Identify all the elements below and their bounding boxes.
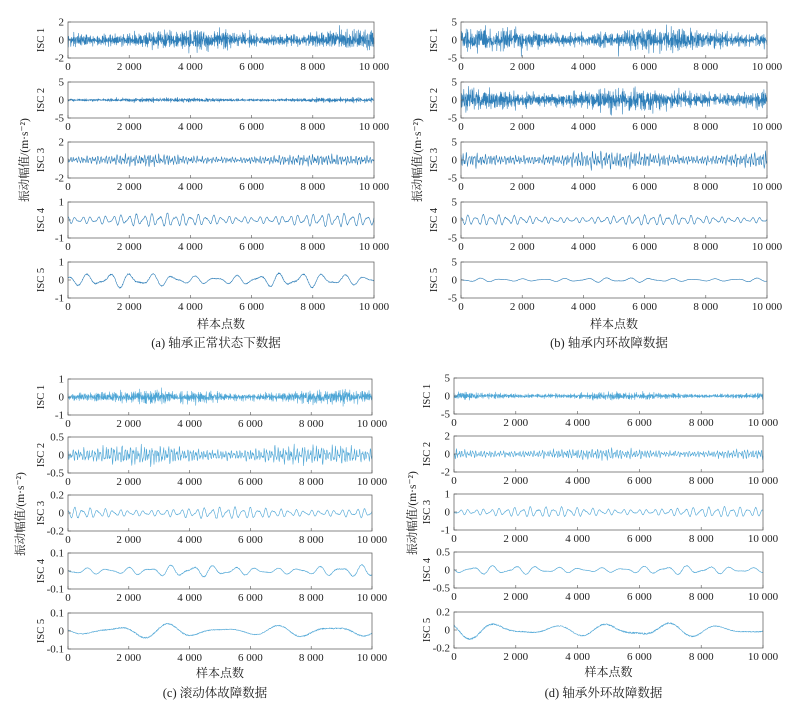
x-tick-label: 0 [458, 241, 464, 253]
panel-d [405, 373, 779, 701]
x-tick-label: 6 000 [238, 652, 263, 664]
x-tick-label: 6 000 [627, 533, 652, 545]
subplot-2 [422, 431, 779, 488]
x-tick-label: 2 000 [509, 121, 535, 133]
y-tick-label: 0 [451, 94, 457, 107]
series-line [454, 391, 763, 400]
x-tick-label: 10 000 [356, 592, 388, 604]
y-tick-label: -1 [54, 232, 64, 245]
series-line [461, 25, 767, 56]
axes-frame [454, 494, 763, 530]
x-tick-label: 10 000 [751, 181, 783, 193]
x-tick-label: 8 000 [298, 592, 324, 604]
y-tick-label: 0 [444, 564, 450, 577]
x-tick-label: 4 000 [571, 241, 596, 253]
y-tick-label: 1 [58, 256, 64, 269]
x-tick-label: 4 000 [565, 417, 590, 429]
x-tick-label: 2 000 [503, 417, 529, 429]
x-tick-label: 6 000 [627, 417, 652, 429]
x-tick-label: 4 000 [565, 651, 590, 663]
x-tick-label: 0 [458, 181, 464, 193]
x-tick-label: 0 [451, 591, 457, 603]
x-tick-label: 8 000 [693, 121, 719, 133]
y-axis-label: 振动幅值/(m·s⁻²) [15, 472, 27, 556]
x-tick-label: 2 000 [509, 181, 535, 193]
x-tick-label: 10 000 [356, 534, 388, 546]
y-tick-label: -5 [54, 112, 64, 125]
y-tick-label: 2 [58, 136, 64, 149]
x-tick-label: 8 000 [300, 301, 326, 313]
x-tick-label: 0 [65, 534, 71, 546]
series-label: ISC 5 [36, 618, 47, 644]
x-tick-label: 4 000 [177, 476, 202, 488]
x-tick-label: 8 000 [693, 241, 719, 253]
series-label: ISC 4 [422, 557, 433, 583]
x-tick-label: 4 000 [177, 652, 202, 664]
y-tick-label: 0 [58, 154, 64, 167]
x-tick-label: 10 000 [751, 61, 783, 73]
subplot-3 [422, 489, 779, 546]
x-tick-label: 2 000 [116, 418, 142, 430]
y-tick-label: -5 [447, 292, 457, 305]
y-axis-label: 振动幅值/(m·s⁻²) [407, 471, 419, 555]
series-label: ISC 1 [429, 27, 440, 53]
y-tick-label: 0 [58, 449, 64, 462]
x-tick-label: 6 000 [238, 418, 263, 430]
series-label: ISC 2 [429, 87, 440, 113]
x-tick-label: 8 000 [688, 651, 714, 663]
axes-frame [454, 552, 763, 588]
y-tick-label: 0 [58, 565, 64, 578]
y-tick-label: 5 [451, 256, 457, 269]
y-tick-label: 5 [451, 196, 457, 209]
x-tick-label: 0 [65, 61, 71, 73]
x-tick-label: 10 000 [747, 591, 779, 603]
x-tick-label: 8 000 [298, 534, 324, 546]
y-tick-label: -5 [447, 172, 457, 185]
y-tick-label: -1 [54, 409, 64, 422]
x-tick-label: 2 000 [116, 476, 142, 488]
x-tick-label: 10 000 [358, 241, 390, 253]
axes-frame [454, 612, 763, 648]
x-tick-label: 4 000 [571, 121, 596, 133]
x-tick-label: 6 000 [627, 591, 652, 603]
y-tick-label: -5 [440, 408, 450, 421]
x-tick-label: 0 [458, 61, 464, 73]
x-tick-label: 10 000 [747, 651, 779, 663]
panel-c [13, 374, 388, 701]
x-tick-label: 10 000 [747, 417, 779, 429]
series-label: ISC 1 [36, 27, 47, 53]
series-line [68, 388, 372, 406]
y-tick-label: 0 [58, 34, 64, 47]
y-tick-label: 0.2 [436, 606, 450, 619]
series-line [461, 151, 767, 171]
subplot-1 [36, 17, 390, 74]
x-tick-label: 8 000 [693, 61, 719, 73]
x-tick-label: 2 000 [116, 534, 142, 546]
x-tick-label: 8 000 [693, 181, 719, 193]
y-tick-label: -5 [447, 52, 457, 65]
series-label: ISC 2 [36, 442, 47, 468]
series-label: ISC 5 [422, 617, 433, 643]
x-tick-label: 6 000 [632, 61, 657, 73]
series-label: ISC 4 [36, 558, 47, 584]
x-tick-label: 4 000 [565, 533, 590, 545]
subplot-3 [36, 137, 390, 194]
y-tick-label: -5 [447, 232, 457, 245]
x-tick-label: 8 000 [688, 591, 714, 603]
x-tick-label: 4 000 [177, 418, 202, 430]
x-tick-label: 10 000 [358, 301, 390, 313]
x-tick-label: 10 000 [358, 181, 390, 193]
x-tick-label: 2 000 [509, 241, 535, 253]
x-tick-label: 8 000 [300, 61, 326, 73]
series-label: ISC 1 [422, 383, 433, 409]
x-tick-label: 4 000 [571, 301, 596, 313]
x-axis-label: 样本点数 [584, 665, 633, 679]
x-tick-label: 8 000 [300, 241, 326, 253]
x-tick-label: 10 000 [751, 241, 783, 253]
axes-frame [68, 613, 372, 649]
x-tick-label: 6 000 [238, 534, 263, 546]
x-tick-label: 0 [65, 301, 71, 313]
x-tick-label: 2 000 [116, 181, 142, 193]
x-tick-label: 2 000 [116, 121, 142, 133]
x-tick-label: 8 000 [300, 181, 326, 193]
y-tick-label: -0.5 [46, 467, 64, 480]
series-line [68, 565, 372, 577]
series-line [68, 25, 374, 53]
series-label: ISC 4 [36, 207, 47, 233]
x-tick-label: 10 000 [751, 301, 783, 313]
y-tick-label: 0 [451, 274, 457, 287]
x-tick-label: 6 000 [627, 651, 652, 663]
y-tick-label: 0 [58, 507, 64, 520]
y-tick-label: 1 [444, 488, 450, 501]
y-tick-label: 0.5 [50, 431, 64, 444]
x-tick-label: 2 000 [503, 475, 529, 487]
x-tick-label: 10 000 [747, 475, 779, 487]
y-tick-label: 5 [444, 372, 450, 385]
series-line [454, 506, 763, 516]
x-tick-label: 0 [65, 476, 71, 488]
series-label: ISC 2 [36, 87, 47, 113]
x-tick-label: 0 [451, 475, 457, 487]
x-tick-label: 0 [458, 121, 464, 133]
x-tick-label: 2 000 [116, 241, 142, 253]
y-tick-label: 0 [451, 34, 457, 47]
y-tick-label: -2 [54, 172, 64, 185]
series-line [68, 273, 374, 289]
x-tick-label: 4 000 [571, 181, 596, 193]
y-tick-label: 0 [444, 624, 450, 637]
y-tick-label: 0 [58, 274, 64, 287]
y-tick-label: -2 [440, 466, 450, 479]
series-line [68, 444, 372, 467]
series-label: ISC 1 [36, 384, 47, 410]
y-axis-label: 振动幅值/(m·s⁻²) [19, 118, 31, 202]
series-line [461, 278, 767, 283]
x-tick-label: 6 000 [632, 301, 657, 313]
x-tick-label: 6 000 [632, 121, 657, 133]
y-tick-label: 0 [58, 214, 64, 227]
x-tick-label: 2 000 [509, 61, 535, 73]
x-tick-label: 0 [65, 592, 71, 604]
x-tick-label: 6 000 [239, 61, 264, 73]
series-label: ISC 5 [36, 267, 47, 293]
series-line [68, 97, 374, 103]
y-tick-label: 0 [451, 154, 457, 167]
x-tick-label: 2 000 [509, 301, 535, 313]
x-tick-label: 10 000 [747, 533, 779, 545]
subplot-2 [36, 432, 388, 489]
x-tick-label: 4 000 [565, 591, 590, 603]
x-tick-label: 4 000 [565, 475, 590, 487]
x-axis-label: 样本点数 [589, 317, 639, 331]
x-tick-label: 4 000 [177, 592, 202, 604]
y-tick-label: -0.1 [46, 643, 64, 656]
axes-frame [461, 202, 767, 238]
panel-a [17, 17, 390, 351]
x-tick-label: 2 000 [503, 533, 529, 545]
series-line [68, 623, 372, 638]
series-line [68, 507, 372, 519]
subplot-1 [422, 373, 779, 430]
x-tick-label: 8 000 [688, 475, 714, 487]
x-tick-label: 0 [451, 533, 457, 545]
series-line [68, 213, 374, 227]
x-tick-label: 6 000 [632, 241, 657, 253]
x-tick-label: 2 000 [116, 301, 142, 313]
y-tick-label: 0.2 [50, 489, 64, 502]
x-tick-label: 8 000 [298, 418, 324, 430]
x-tick-label: 10 000 [358, 121, 390, 133]
x-tick-label: 6 000 [238, 592, 263, 604]
x-tick-label: 6 000 [632, 181, 657, 193]
subplot-1 [36, 374, 388, 431]
panel-caption: (d) 轴承外环故障数据 [544, 686, 663, 700]
y-axis-label: 振动幅值/(m·s⁻²) [412, 118, 424, 202]
series-line [454, 448, 763, 461]
x-tick-label: 4 000 [178, 301, 203, 313]
series-line [454, 623, 763, 640]
x-tick-label: 8 000 [298, 652, 324, 664]
x-tick-label: 0 [65, 418, 71, 430]
series-line [461, 86, 767, 115]
x-tick-label: 6 000 [239, 181, 264, 193]
y-tick-label: 0 [444, 390, 450, 403]
x-tick-label: 2 000 [116, 652, 142, 664]
subplot-4 [36, 197, 390, 254]
x-tick-label: 8 000 [688, 417, 714, 429]
subplot-3 [429, 137, 783, 194]
x-tick-label: 4 000 [571, 61, 596, 73]
y-tick-label: 5 [451, 16, 457, 29]
panel-caption: (c) 滚动体故障数据 [162, 686, 268, 700]
series-line [461, 214, 767, 225]
x-tick-label: 6 000 [627, 475, 652, 487]
y-tick-label: -1 [54, 292, 64, 305]
series-label: ISC 3 [429, 147, 440, 173]
subplot-5 [429, 257, 783, 314]
y-tick-label: 5 [451, 136, 457, 149]
x-tick-label: 6 000 [239, 301, 264, 313]
subplot-5 [36, 257, 390, 314]
subplot-5 [36, 608, 388, 665]
y-tick-label: 2 [58, 16, 64, 29]
x-tick-label: 2 000 [116, 592, 142, 604]
axes-frame [68, 202, 374, 238]
x-tick-label: 0 [65, 652, 71, 664]
x-tick-label: 2 000 [116, 61, 142, 73]
y-tick-label: 0 [58, 391, 64, 404]
y-tick-label: 0 [451, 214, 457, 227]
x-tick-label: 0 [65, 181, 71, 193]
y-tick-label: 1 [58, 373, 64, 386]
y-tick-label: -0.1 [46, 583, 64, 596]
subplot-4 [429, 197, 783, 254]
y-tick-label: 2 [444, 430, 450, 443]
y-tick-label: 5 [58, 76, 64, 89]
x-tick-label: 0 [65, 241, 71, 253]
x-tick-label: 6 000 [238, 476, 263, 488]
x-tick-label: 10 000 [751, 121, 783, 133]
subplot-1 [429, 17, 783, 74]
y-tick-label: 0 [444, 506, 450, 519]
y-tick-label: 0.1 [50, 547, 64, 560]
x-tick-label: 2 000 [503, 651, 529, 663]
y-tick-label: 0.5 [436, 546, 450, 559]
subplot-3 [36, 490, 388, 547]
series-line [454, 565, 763, 574]
x-tick-label: 0 [458, 301, 464, 313]
x-tick-label: 10 000 [356, 652, 388, 664]
y-tick-label: -0.2 [432, 642, 450, 655]
y-tick-label: -0.2 [46, 525, 64, 538]
subplot-4 [422, 547, 779, 604]
y-tick-label: 1 [58, 196, 64, 209]
x-tick-label: 10 000 [358, 61, 390, 73]
x-tick-label: 0 [451, 651, 457, 663]
y-tick-label: 0.1 [50, 607, 64, 620]
x-tick-label: 0 [65, 121, 71, 133]
x-tick-label: 10 000 [356, 476, 388, 488]
series-label: ISC 2 [422, 441, 433, 467]
x-tick-label: 4 000 [178, 181, 203, 193]
x-tick-label: 4 000 [177, 534, 202, 546]
panel-b [410, 17, 783, 351]
x-tick-label: 4 000 [178, 121, 203, 133]
y-tick-label: -5 [447, 112, 457, 125]
y-tick-label: -2 [54, 52, 64, 65]
series-label: ISC 4 [429, 207, 440, 233]
axes-frame [68, 262, 374, 298]
x-tick-label: 2 000 [503, 591, 529, 603]
y-tick-label: 0 [444, 448, 450, 461]
series-label: ISC 3 [36, 500, 47, 526]
subplot-2 [36, 77, 390, 134]
axes-frame [68, 495, 372, 531]
y-tick-label: 5 [451, 76, 457, 89]
x-tick-label: 8 000 [298, 476, 324, 488]
y-tick-label: -1 [440, 524, 450, 537]
x-tick-label: 8 000 [693, 301, 719, 313]
series-line [68, 154, 374, 167]
y-tick-label: -0.5 [432, 582, 450, 595]
subplot-4 [36, 548, 388, 605]
x-axis-label: 样本点数 [195, 666, 245, 680]
series-label: ISC 5 [429, 267, 440, 293]
x-tick-label: 4 000 [178, 241, 203, 253]
series-label: ISC 3 [36, 147, 47, 173]
x-tick-label: 8 000 [300, 121, 326, 133]
x-tick-label: 6 000 [239, 241, 264, 253]
y-tick-label: 0 [58, 94, 64, 107]
x-tick-label: 10 000 [356, 418, 388, 430]
y-tick-label: 0 [58, 625, 64, 638]
subplot-2 [429, 77, 783, 134]
panel-caption: (a) 轴承正常状态下数据 [151, 336, 281, 350]
x-tick-label: 6 000 [239, 121, 264, 133]
x-tick-label: 8 000 [688, 533, 714, 545]
x-axis-label: 样本点数 [196, 317, 246, 331]
series-label: ISC 3 [422, 499, 433, 525]
panel-caption: (b) 轴承内环故障数据 [550, 336, 668, 350]
x-tick-label: 0 [451, 417, 457, 429]
x-tick-label: 4 000 [178, 61, 203, 73]
subplot-5 [422, 607, 779, 664]
